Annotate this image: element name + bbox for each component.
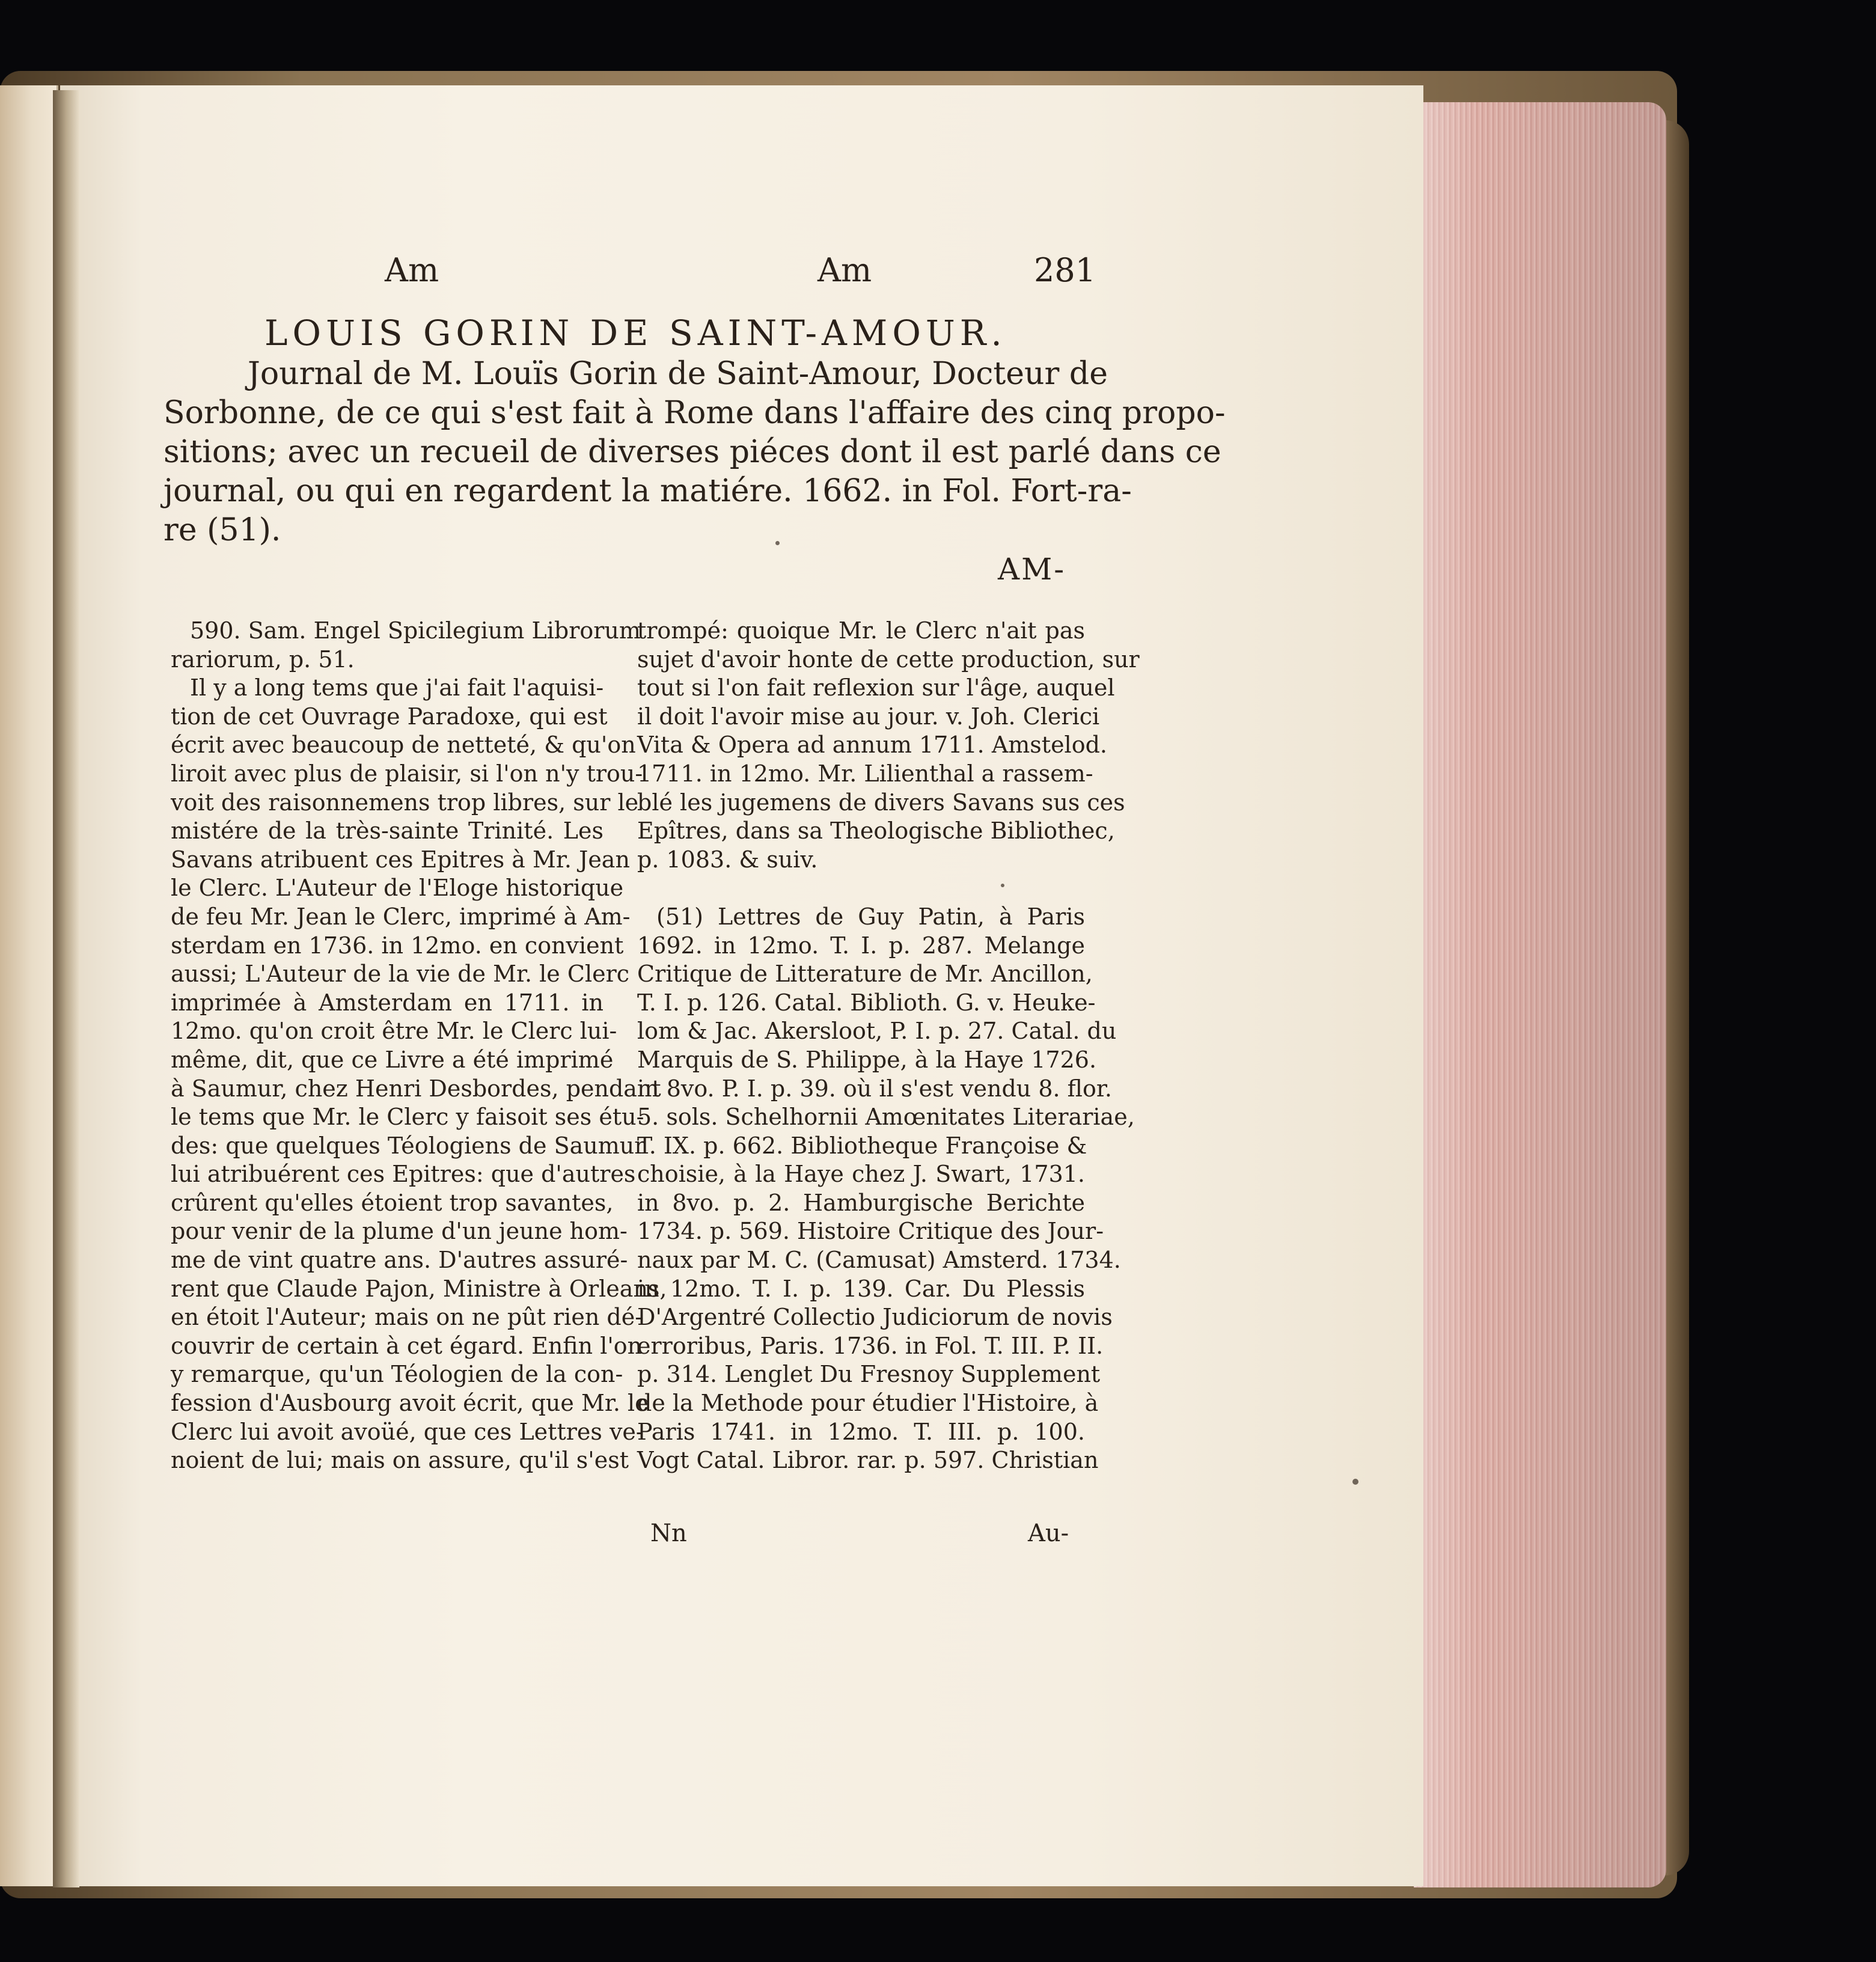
catchword-bottom: Au- — [1028, 1520, 1069, 1547]
column-line: Epîtres, dans sa Theologische Bibliothec, — [637, 818, 1115, 845]
column-line: imprimée à Amsterdam en 1711. in — [171, 989, 603, 1016]
column-line: noient de lui; mais on assure, qu'il s'est — [171, 1447, 629, 1474]
column-line: (51) Lettres de Guy Patin, à Paris — [656, 903, 1085, 930]
column-line: écrit avec beaucoup de netteté, & qu'on — [171, 732, 636, 759]
column-line: me de vint quatre ans. D'autres assuré- — [171, 1247, 628, 1274]
column-line: 12mo. qu'on croit être Mr. le Clerc lui- — [171, 1018, 617, 1045]
column-line: fession d'Ausbourg avoit écrit, que Mr. le — [171, 1390, 649, 1417]
column-line: in 8vo. p. 2. Hamburgische Berichte — [637, 1189, 1085, 1216]
column-line: rariorum, p. 51. — [171, 646, 355, 673]
column-line: naux par M. C. (Camusat) Amsterd. 1734. — [637, 1247, 1121, 1274]
page-number: 281 — [1034, 251, 1096, 289]
catchword-top: AM- — [998, 552, 1066, 587]
column-line: il doit l'avoir mise au jour. v. Joh. Clerici — [637, 703, 1100, 730]
running-head-center: Am — [817, 251, 872, 289]
running-head-left: Am — [385, 251, 439, 289]
column-line: Savans atribuent ces Epitres à Mr. Jean — [171, 846, 630, 873]
entry-heading: LOUIS GORIN DE SAINT-AMOUR. — [264, 313, 1007, 353]
paper-speck — [1352, 1479, 1358, 1485]
paper-speck — [1001, 884, 1004, 887]
column-line: y remarque, qu'un Téologien de la con- — [171, 1361, 623, 1388]
entry-body — [163, 355, 1226, 550]
column-line: pour venir de la plume d'un jeune hom- — [171, 1218, 628, 1245]
column-line: trompé: quoique Mr. le Clerc n'ait pas — [637, 617, 1085, 644]
entry-line: re (51). — [163, 512, 281, 548]
column-line: rent que Claude Pajon, Ministre à Orleans, — [171, 1275, 667, 1302]
column-line: tion de cet Ouvrage Paradoxe, qui est — [171, 703, 608, 730]
column-line: Il y a long tems que j'ai fait l'aquisi- — [190, 674, 604, 701]
book-gutter — [53, 90, 79, 1887]
column-line: Vogt Catal. Libror. rar. p. 597. Christian — [637, 1447, 1099, 1474]
paragraph-gap — [637, 874, 1085, 903]
footnote-column-left — [171, 617, 667, 1475]
column-line: crûrent qu'elles étoient trop savantes, — [171, 1189, 614, 1216]
entry-line: Sorbonne, de ce qui s'est fait à Rome dans l'affaire des cinq propo- — [163, 395, 1226, 431]
column-line: p. 1083. & suiv. — [637, 846, 818, 873]
column-line: 1734. p. 569. Histoire Critique des Jour- — [637, 1218, 1104, 1245]
column-line: in 8vo. P. I. p. 39. où il s'est vendu 8. flor. — [637, 1075, 1112, 1102]
column-line: lui atribuérent ces Epitres: que d'autres — [171, 1161, 636, 1188]
column-line: couvrir de certain à cet égard. Enfin l'on — [171, 1332, 643, 1359]
facing-page-edge — [0, 85, 58, 1886]
column-line: même, dit, que ce Livre a été imprimé — [171, 1046, 614, 1073]
column-line: en étoit l'Auteur; mais on ne pût rien dé- — [171, 1304, 643, 1331]
column-line: le Clerc. L'Auteur de l'Eloge historique — [171, 875, 624, 902]
column-line: Clerc lui avoit avoüé, que ces Lettres ve- — [171, 1418, 644, 1445]
column-line: sujet d'avoir honte de cette production, sur — [637, 646, 1140, 673]
footnote-column-right — [637, 617, 1140, 1475]
column-line: aussi; L'Auteur de la vie de Mr. le Clerc — [171, 961, 630, 988]
column-line: Marquis de S. Philippe, à la Haye 1726. — [637, 1046, 1097, 1073]
column-line: le tems que Mr. le Clerc y faisoit ses étu- — [171, 1104, 644, 1131]
column-line: 5. sols. Schelhornii Amœnitates Literariae, — [637, 1104, 1135, 1131]
column-line: 1711. in 12mo. Mr. Lilienthal a rassem- — [637, 760, 1093, 787]
entry-line: Journal de M. Louïs Gorin de Saint-Amour, Docteur de — [248, 356, 1108, 392]
column-line: sterdam en 1736. in 12mo. en convient — [171, 932, 624, 959]
signature-mark: Nn — [650, 1520, 687, 1547]
column-line: in 12mo. T. I. p. 139. Car. Du Plessis — [637, 1275, 1085, 1302]
column-line: des: que quelques Téologiens de Saumur — [171, 1132, 646, 1159]
column-line: 1692. in 12mo. T. I. p. 287. Melange — [637, 932, 1085, 959]
column-line: p. 314. Lenglet Du Fresnoy Supplement — [637, 1361, 1101, 1388]
column-line: tout si l'on fait reflexion sur l'âge, auquel — [637, 674, 1115, 701]
column-line: 590. Sam. Engel Spicilegium Librorum — [190, 617, 641, 644]
entry-line: sitions; avec un recueil de diverses piéces dont il est parlé dans ce — [163, 434, 1221, 470]
column-line: Vita & Opera ad annum 1711. Amstelod. — [637, 732, 1107, 759]
column-line: Paris 1741. in 12mo. T. III. p. 100. — [637, 1418, 1085, 1445]
column-line: de feu Mr. Jean le Clerc, imprimé à Am- — [171, 903, 631, 930]
column-line: à Saumur, chez Henri Desbordes, pendant — [171, 1075, 661, 1102]
column-line: liroit avec plus de plaisir, si l'on n'y trou- — [171, 760, 643, 787]
paper-speck — [775, 541, 780, 545]
column-line: blé les jugemens de divers Savans sus ces — [637, 789, 1125, 816]
column-line: T. IX. p. 662. Bibliotheque Françoise & — [637, 1132, 1087, 1159]
column-line: erroribus, Paris. 1736. in Fol. T. III. P. II. — [637, 1332, 1104, 1359]
page-block-shade — [1414, 102, 1666, 1887]
column-line: D'Argentré Collectio Judiciorum de novis — [637, 1304, 1113, 1331]
column-line: mistére de la très-sainte Trinité. Les — [171, 818, 603, 845]
entry-line: journal, ou qui en regardent la matiére. 1662. in Fol. Fort-ra- — [163, 473, 1132, 509]
column-line: de la Methode pour étudier l'Histoire, à — [637, 1390, 1099, 1417]
column-line: T. I. p. 126. Catal. Biblioth. G. v. Heuke- — [637, 989, 1096, 1016]
column-line: choisie, à la Haye chez J. Swart, 1731. — [637, 1161, 1085, 1188]
column-line: lom & Jac. Akersloot, P. I. p. 27. Catal. du — [637, 1018, 1117, 1045]
column-line: Critique de Litterature de Mr. Ancillon, — [637, 961, 1093, 988]
column-line: voit des raisonnemens trop libres, sur le — [171, 789, 639, 816]
